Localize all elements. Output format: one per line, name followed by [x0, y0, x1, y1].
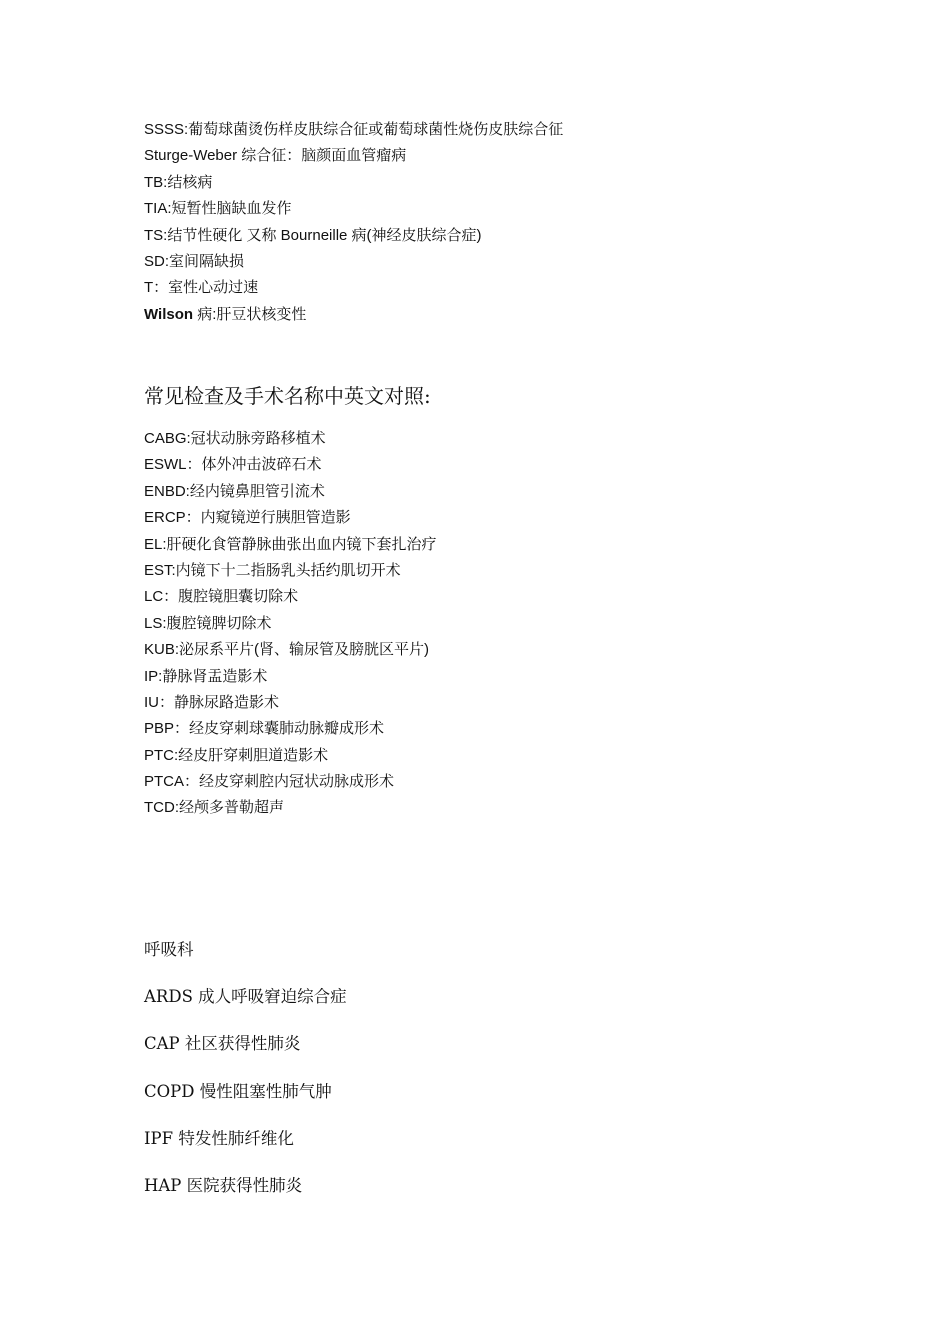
- list-item: SD:室间隔缺损: [144, 252, 245, 270]
- list-item: KUB:泌尿系平片(肾、输尿管及膀胱区平片): [144, 641, 430, 659]
- list-item: Sturge-Weber 综合征：脑颜面血管瘤病: [144, 147, 407, 165]
- list-item: ESWL：体外冲击波碎石术: [144, 456, 322, 474]
- list-item: T：室性心动过速: [144, 279, 259, 297]
- list-item: ERCP：内窥镜逆行胰胆管造影: [144, 509, 351, 527]
- list-item: LC：腹腔镜胆囊切除术: [144, 588, 299, 606]
- section-heading: 常见检查及手术名称中英文对照:: [144, 384, 431, 408]
- list-item: EL:肝硬化食管静脉曲张出血内镜下套扎治疗: [144, 535, 437, 553]
- list-item: CAP 社区获得性肺炎: [144, 1034, 301, 1054]
- abbreviation-list-procedures: [144, 426, 437, 822]
- list-item: COPD 慢性阻塞性肺气肿: [144, 1081, 332, 1101]
- list-item: TS:结节性硬化 又称 Bourneille 病(神经皮肤综合症): [144, 226, 482, 244]
- wilson-suffix: 病:: [193, 305, 217, 323]
- abbreviation-list-respiratory: [144, 926, 347, 1209]
- list-item: TB:结核病: [144, 173, 213, 191]
- list-item: SSSS:葡萄球菌烫伤样皮肤综合征或葡萄球菌性烧伤皮肤综合征: [144, 121, 564, 138]
- list-item: PBP：经皮穿刺球囊肺动脉瓣成形术: [144, 720, 385, 738]
- list-item: IPF 特发性肺纤维化: [144, 1128, 294, 1148]
- list-item: ENBD:经内镜鼻胆管引流术: [144, 482, 325, 500]
- list-item-wilson: [144, 302, 563, 328]
- list-item: TCD:经颅多普勒超声: [144, 799, 284, 817]
- list-item: TIA:短暂性脑缺血发作: [144, 200, 292, 218]
- list-item: HAP 医院获得性肺炎: [144, 1175, 303, 1195]
- list-item: IU：静脉尿路造影术: [144, 693, 280, 711]
- list-item: PTCA：经皮穿刺腔内冠状动脉成形术: [144, 773, 395, 791]
- list-item: CABG:冠状动脉旁路移植术: [144, 430, 326, 447]
- wilson-definition: 肝豆状核变性: [216, 305, 307, 323]
- list-item: IP:静脉肾盂造影术: [144, 667, 268, 685]
- wilson-term: Wilson: [144, 305, 194, 323]
- list-item-department: 呼吸科: [144, 940, 194, 959]
- list-item: EST:内镜下十二指肠乳头括约肌切开术: [144, 561, 401, 579]
- list-item: LS:腹腔镜脾切除术: [144, 614, 272, 632]
- list-item: PTC:经皮肝穿刺胆道造影术: [144, 746, 329, 764]
- abbreviation-list-diseases: [144, 117, 563, 328]
- list-item: ARDS 成人呼吸窘迫综合症: [144, 987, 347, 1007]
